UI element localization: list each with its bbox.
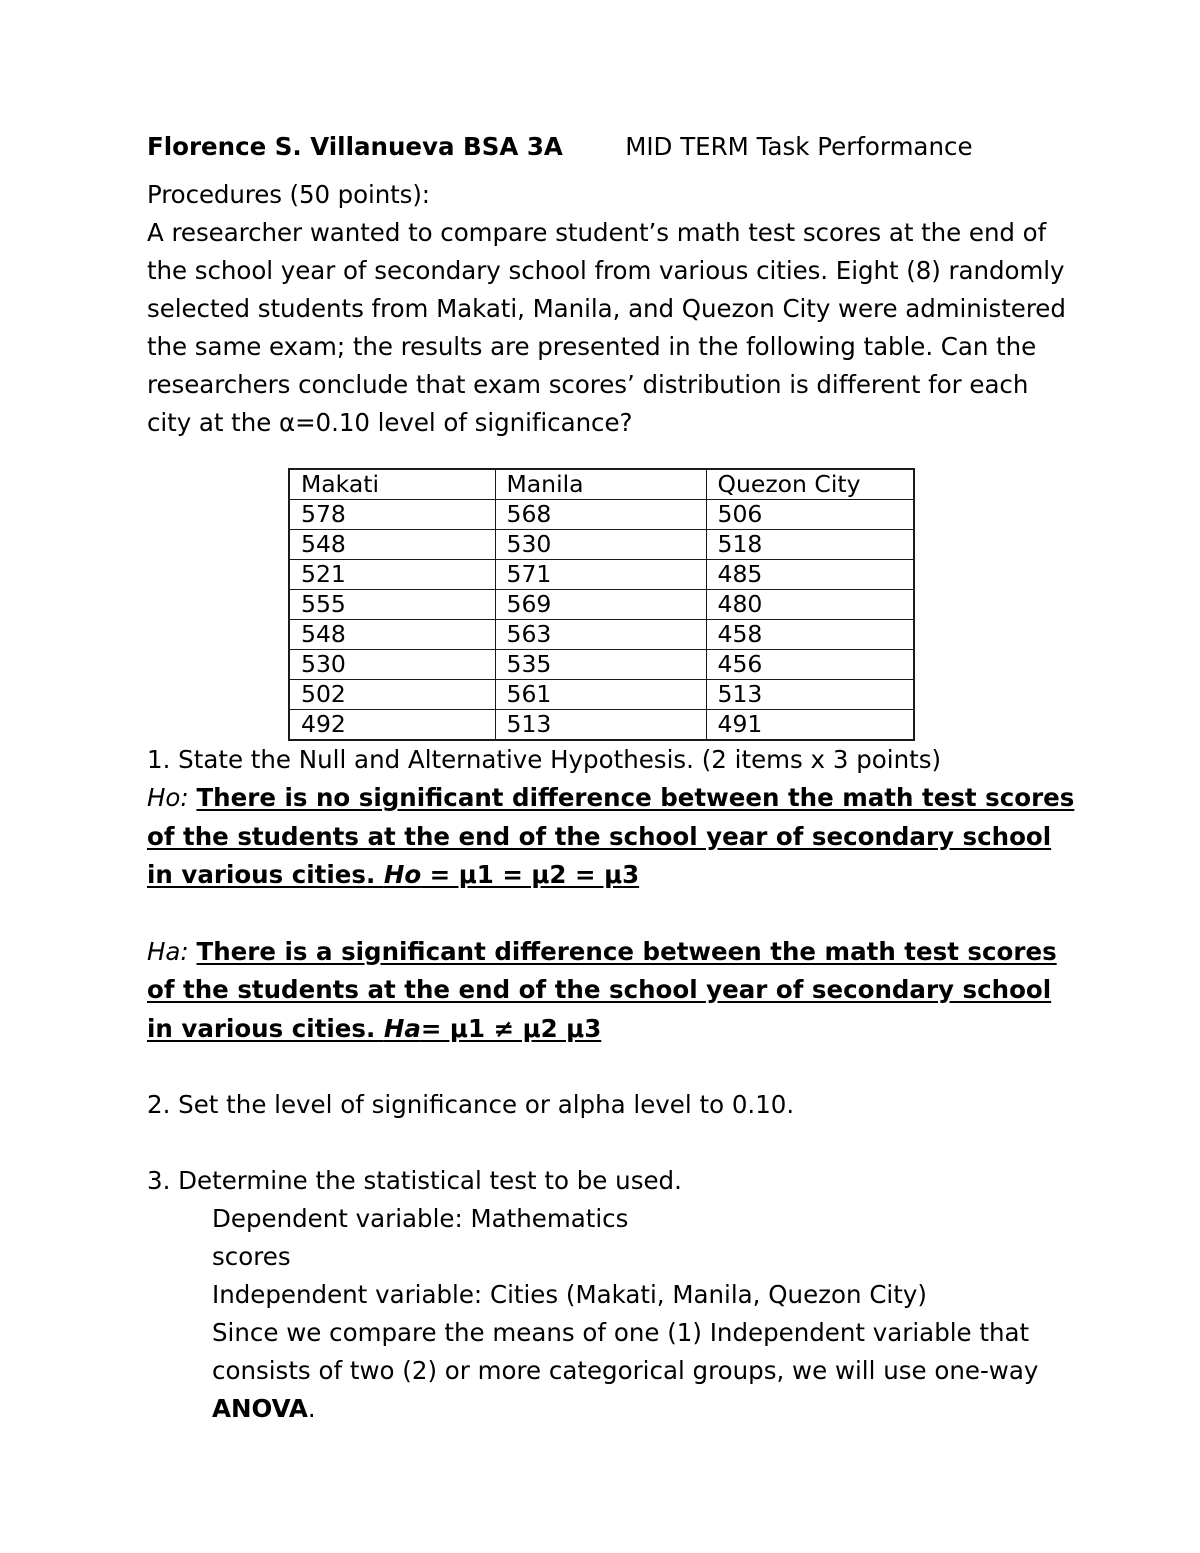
procedures-label: Procedures (50 points):	[147, 180, 430, 209]
assignment-title: MID TERM Task Performance	[625, 132, 973, 161]
column-header-manila: Manila	[495, 469, 706, 500]
alternative-hypothesis	[147, 933, 1077, 1049]
null-hypothesis-equation	[384, 860, 639, 889]
table-row	[289, 620, 914, 650]
step-3-label: 3. Determine the statistical test to be used.	[147, 1166, 682, 1195]
spacer	[147, 895, 1077, 933]
cell-makati: 578	[289, 500, 495, 530]
cell-quezon-city: 456	[706, 650, 914, 680]
table-row	[289, 530, 914, 560]
null-hypothesis	[147, 779, 1077, 895]
document-header	[147, 131, 1077, 163]
table-row	[289, 710, 914, 741]
table-row	[289, 680, 914, 710]
column-header-quezon-city: Quezon City	[706, 469, 914, 500]
ha-symbol: Ha	[383, 1013, 421, 1043]
cell-manila: 571	[495, 560, 706, 590]
cell-makati: 530	[289, 650, 495, 680]
scores-table	[288, 468, 915, 741]
document-content	[147, 131, 1077, 1428]
cell-manila: 568	[495, 500, 706, 530]
student-name: Florence S. Villanueva BSA 3A	[147, 132, 563, 161]
step-2-label: 2. Set the level of significance or alpha level to 0.10.	[147, 1090, 795, 1119]
ha-equation-body: = μ1 ≠ μ2 μ3	[420, 1013, 602, 1043]
cell-makati: 492	[289, 710, 495, 741]
table-row	[289, 590, 914, 620]
table-row	[289, 650, 914, 680]
independent-variable-line: Independent variable: Cities (Makati, Manila, Quezon City)	[212, 1280, 927, 1309]
null-hypothesis-label: Ho:	[147, 783, 189, 812]
anova-reasoning-text: Since we compare the means of one (1) Independent variable that consists of two (2) or more categorical groups, we will use one-way	[212, 1318, 1039, 1385]
column-header-makati: Makati	[289, 469, 495, 500]
cell-makati: 502	[289, 680, 495, 710]
cell-manila: 530	[495, 530, 706, 560]
cell-makati: 548	[289, 620, 495, 650]
dependent-variable-continuation: scores	[212, 1242, 291, 1271]
spacer	[147, 1048, 1077, 1086]
null-hypothesis-text: There is no significant difference between the math test scores of the students at the end of the school year of secondary school in various cities.	[147, 783, 1075, 889]
dependent-variable-line: Dependent variable: Mathematics	[212, 1204, 629, 1233]
alternative-hypothesis-label: Ha:	[147, 936, 189, 966]
cell-quezon-city: 518	[706, 530, 914, 560]
cell-quezon-city: 491	[706, 710, 914, 741]
intro-paragraph: A researcher wanted to compare student’s math test scores at the end of the school year of secondary school from various cities. Eight (8) randomly selected students from Makati, Manila, and Quezon City were administered the same exam; the results are presented in the following table. Can the researchers conclude that exam scores’ distribution is different for each city at the α=0.10 level of significance?	[147, 218, 1066, 437]
cell-makati: 548	[289, 530, 495, 560]
anova-reasoning	[212, 1314, 1077, 1428]
cell-manila: 535	[495, 650, 706, 680]
cell-manila: 569	[495, 590, 706, 620]
scores-table-wrapper	[288, 468, 1077, 741]
header-separator	[563, 132, 625, 161]
ho-symbol: Ho	[383, 860, 422, 889]
cell-manila: 563	[495, 620, 706, 650]
cell-manila: 561	[495, 680, 706, 710]
cell-manila: 513	[495, 710, 706, 741]
step-1-label: 1. State the Null and Alternative Hypothesis. (2 items x 3 points)	[147, 745, 942, 774]
alternative-hypothesis-text: There is a significant difference between the math test scores of the students at the end of the school year of secondary school in various cities.	[147, 936, 1057, 1043]
cell-quezon-city: 480	[706, 590, 914, 620]
cell-makati: 521	[289, 560, 495, 590]
table-row	[289, 560, 914, 590]
cell-quezon-city: 458	[706, 620, 914, 650]
cell-quezon-city: 485	[706, 560, 914, 590]
cell-quezon-city: 506	[706, 500, 914, 530]
cell-makati: 555	[289, 590, 495, 620]
table-header-row	[289, 469, 914, 500]
ho-equation-body: = μ1 = μ2 = μ3	[421, 860, 640, 889]
anova-period: .	[307, 1394, 316, 1423]
cell-quezon-city: 513	[706, 680, 914, 710]
anova-test-name: ANOVA	[212, 1394, 308, 1423]
table-row	[289, 500, 914, 530]
spacer	[147, 1124, 1077, 1162]
alternative-hypothesis-equation	[384, 1014, 601, 1043]
